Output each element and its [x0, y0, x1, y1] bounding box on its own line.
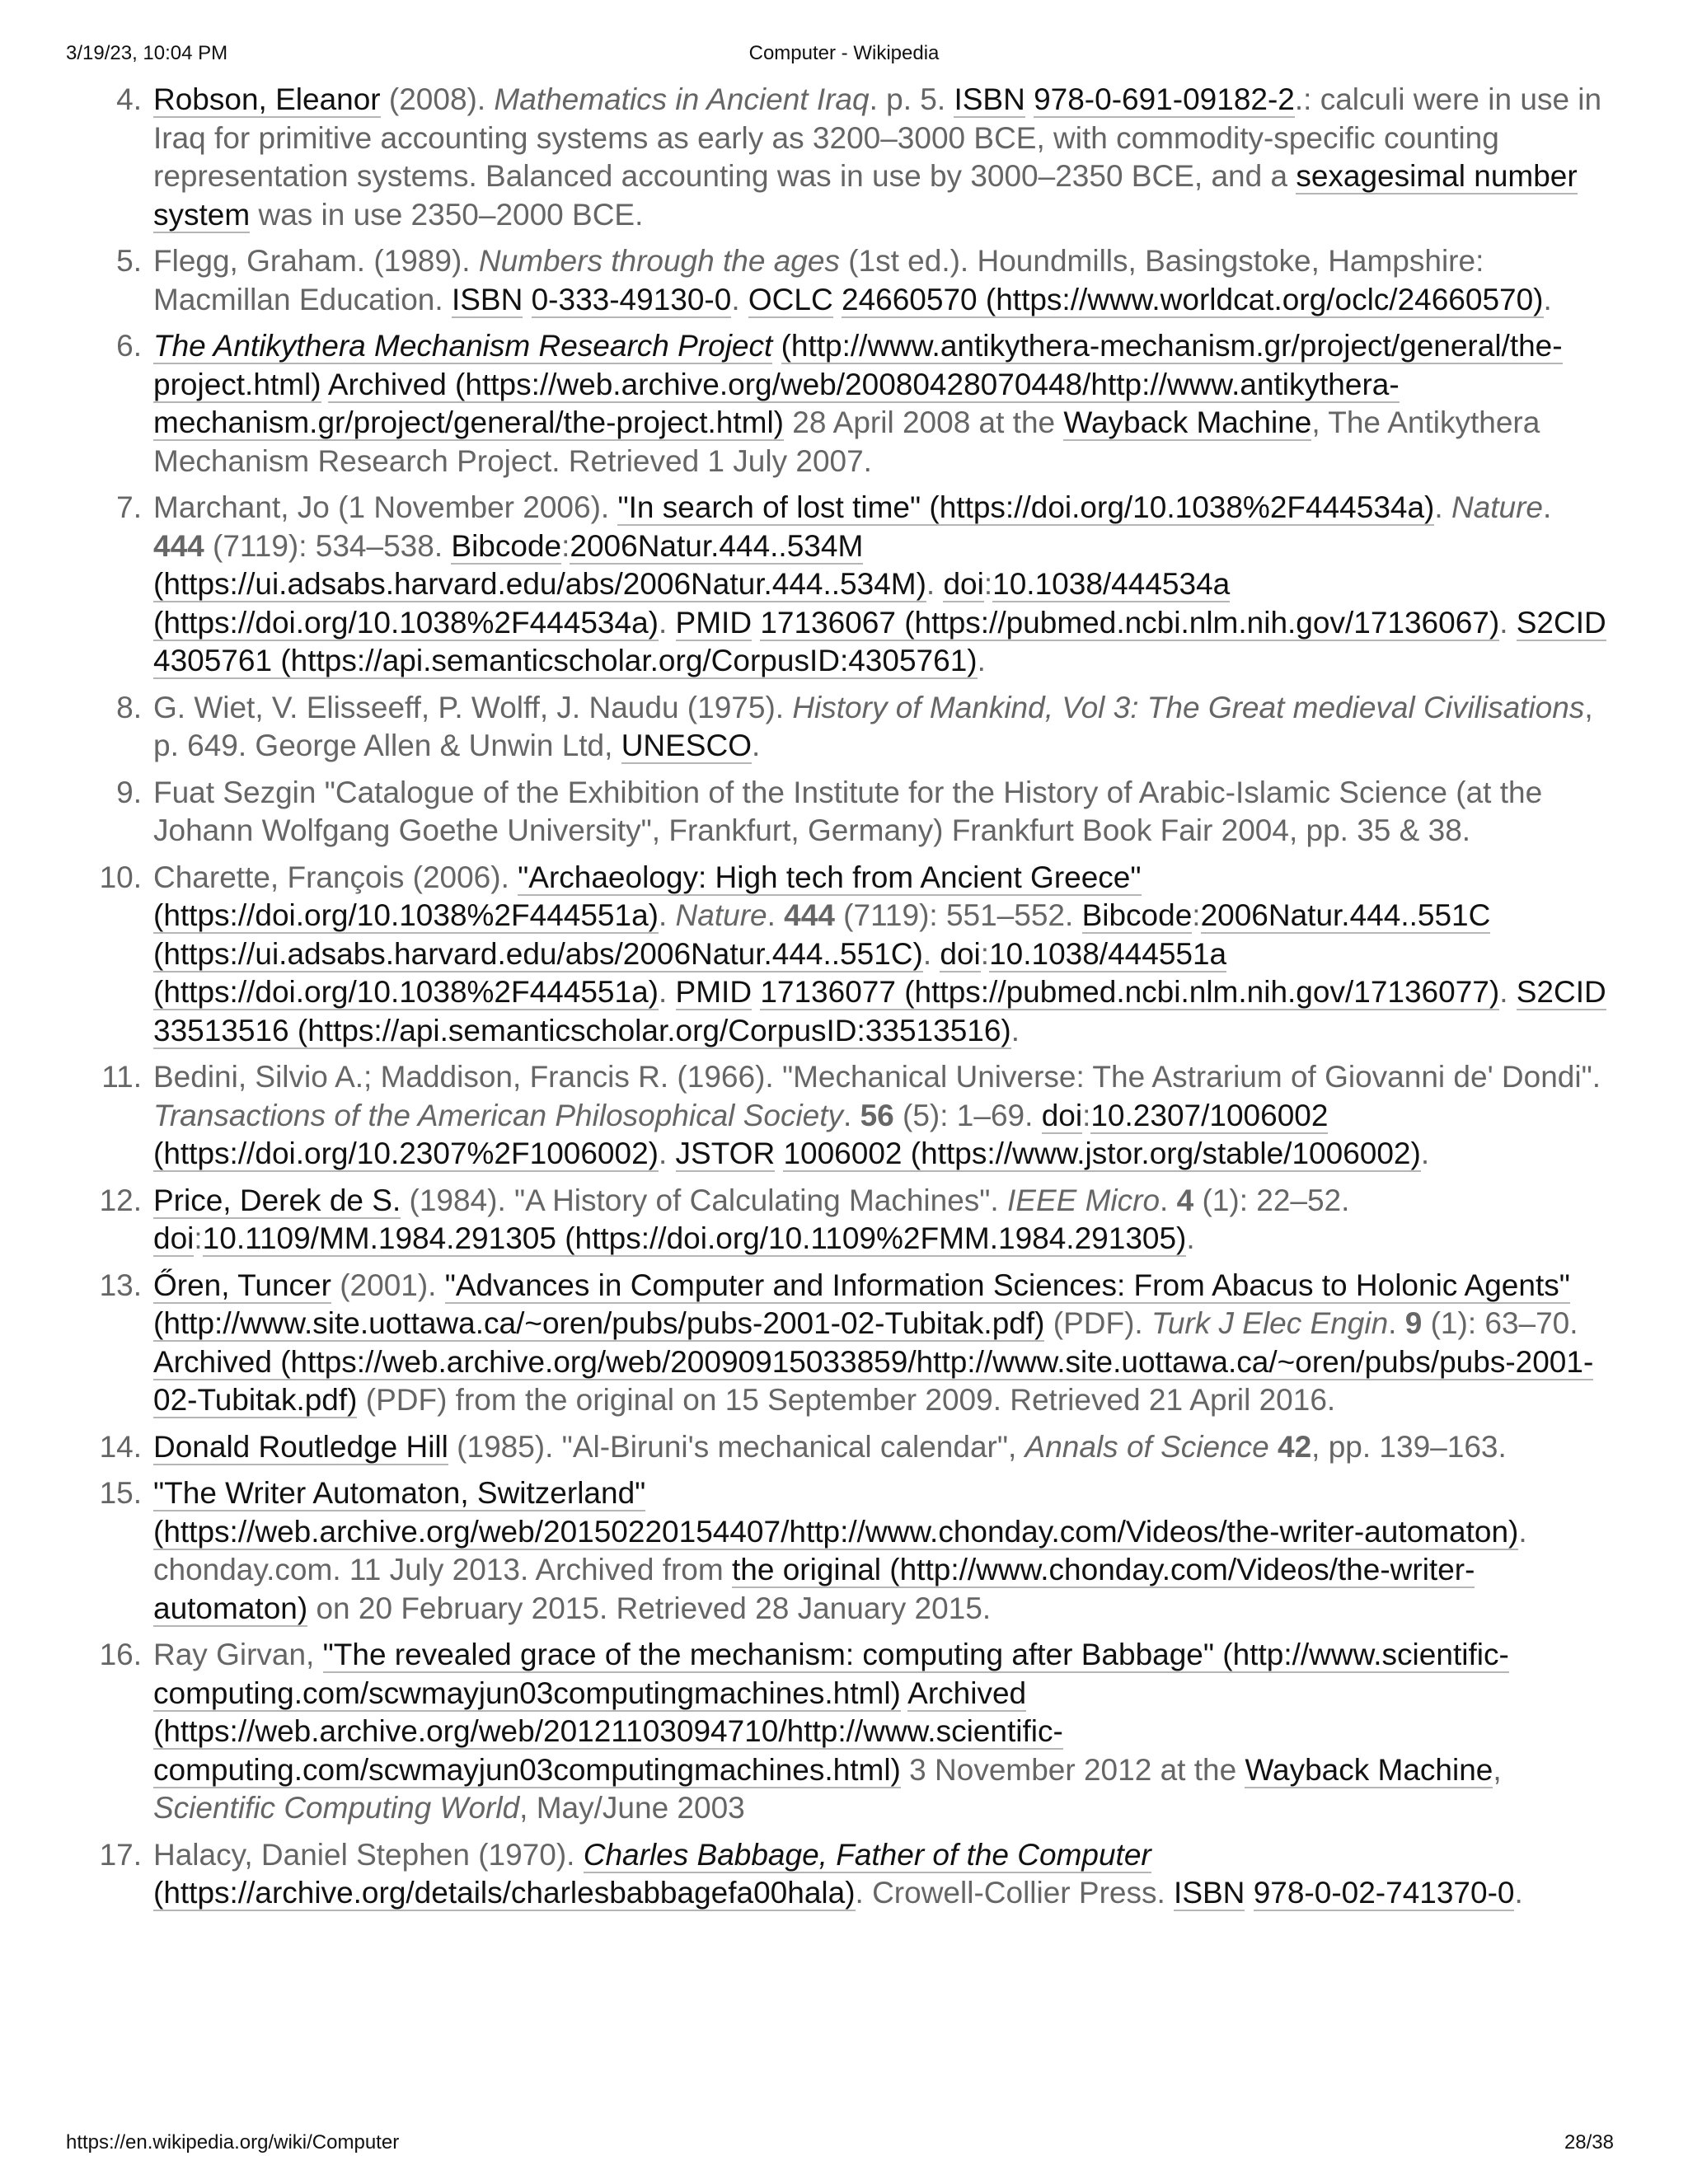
reference-text: . — [1543, 490, 1552, 524]
reference-item — [116, 489, 1607, 681]
reference-text: : — [561, 528, 570, 563]
reference-text: , pp. 139–163. — [1311, 1429, 1507, 1464]
reference-item — [116, 689, 1607, 766]
reference-text: . — [1420, 1137, 1430, 1170]
reference-link[interactable]: Wayback Machine — [1245, 1752, 1493, 1787]
reference-item — [116, 242, 1607, 319]
reference-number: 5. — [116, 244, 142, 278]
reference-number: 17. — [99, 1837, 142, 1872]
reference-text: (PDF). — [1044, 1306, 1151, 1340]
reference-text: . — [658, 898, 676, 932]
reference-text: (5): 1–69. — [893, 1098, 1042, 1132]
reference-link[interactable]: 0-333-49130-0 — [531, 282, 732, 316]
reference-text: , p. 649. George Allen & Unwin Ltd, — [153, 690, 1593, 762]
reference-link[interactable]: doi — [153, 1221, 195, 1255]
reference-link[interactable]: ISBN — [1174, 1876, 1245, 1910]
reference-text: . — [767, 898, 785, 932]
reference-text — [775, 1137, 783, 1170]
reference-text: . — [1514, 1876, 1523, 1910]
reference-italic-text: Transactions of the American Philosophical Society — [153, 1098, 844, 1132]
reference-link[interactable]: Bibcode — [451, 528, 562, 563]
reference-item — [99, 1636, 1607, 1828]
reference-volume: 42 — [1278, 1429, 1312, 1464]
reference-text: Marchant, Jo (1 November 2006). — [153, 490, 618, 524]
reference-volume: 444 — [784, 898, 835, 932]
reference-link[interactable]: Wayback Machine — [1063, 405, 1312, 439]
reference-link[interactable]: Donald Routledge Hill — [153, 1429, 448, 1464]
reference-text: . — [1499, 605, 1517, 640]
reference-item — [99, 1836, 1607, 1913]
reference-text: (1st ed.). Houndmills, Basingstoke, Hampshire: Macmillan Education. — [153, 244, 1484, 316]
reference-text: . — [926, 567, 944, 601]
reference-text: . — [922, 936, 940, 971]
reference-text: G. Wiet, V. Elisseeff, P. Wolff, J. Naudu (1975). — [153, 690, 793, 724]
reference-volume: 444 — [153, 528, 204, 563]
reference-italic-text: Numbers through the ages — [478, 244, 840, 278]
reference-text: . — [658, 1137, 676, 1170]
reference-link[interactable]: Archived (https://web.archive.org/web/20090915033859/http://www.site.uottawa.ca/~oren/pubs/pubs-2001-02-Tubitak.pdf) — [153, 1344, 1594, 1417]
reference-link[interactable]: "The Writer Automaton, Switzerland" (https://web.archive.org/web/20150220154407/http://www.chonday.com/Videos/the-writer-automaton) — [153, 1476, 1519, 1549]
reference-text: 28 April 2008 at the — [784, 405, 1064, 439]
page-url: https://en.wikipedia.org/wiki/Computer — [66, 2131, 400, 2154]
reference-link[interactable]: S2CID — [1516, 975, 1606, 1009]
reference-text: (PDF) from the original on 15 September 2009. Retrieved 21 April 2016. — [357, 1383, 1336, 1417]
reference-text: : — [983, 567, 993, 601]
reference-text: . — [1388, 1306, 1405, 1340]
reference-link[interactable]: doi — [940, 936, 981, 971]
reference-text: . chonday.com. 11 July 2013. Archived from — [153, 1514, 1527, 1586]
reference-number: 4. — [116, 82, 142, 116]
reference-text: , — [1493, 1752, 1502, 1787]
reference-italic-text: Scientific Computing World — [153, 1791, 520, 1825]
reference-link[interactable]: 10.1038/444551a (https://doi.org/10.1038%2F444551a) — [153, 936, 1227, 1009]
reference-text: Flegg, Graham. (1989). — [153, 244, 479, 278]
reference-link[interactable]: 33513516 (https://api.semanticscholar.org/CorpusID:33513516) — [153, 1013, 1011, 1047]
reference-text: . — [658, 605, 676, 640]
reference-number: 8. — [116, 690, 142, 724]
reference-volume: 56 — [860, 1098, 894, 1132]
reference-text — [752, 975, 760, 1009]
reference-link[interactable]: 978-0-691-09182-2 — [1034, 82, 1295, 116]
reference-number: 6. — [116, 329, 142, 363]
reference-item — [99, 1267, 1607, 1420]
reference-link[interactable]: 10.1109/MM.1984.291305 (https://doi.org/10.1109%2FMM.1984.291305) — [202, 1221, 1187, 1255]
reference-text: (1984). "A History of Calculating Machines". — [401, 1183, 1007, 1217]
reference-link[interactable]: 4305761 (https://api.semanticscholar.org/CorpusID:4305761) — [153, 644, 978, 677]
reference-text: 3 November 2012 at the — [900, 1752, 1245, 1787]
reference-text: : — [194, 1221, 203, 1255]
reference-volume: 4 — [1176, 1183, 1194, 1217]
reference-text: . — [977, 644, 986, 677]
reference-link[interactable]: ISBN — [954, 82, 1025, 116]
reference-italic-text: Mathematics in Ancient Iraq — [494, 82, 870, 116]
reference-link[interactable]: Archived (https://web.archive.org/web/20080428070448/http://www.antikythera-mechanism.gr/project/general/the-project.html) — [153, 367, 1400, 439]
reference-volume: 9 — [1404, 1306, 1423, 1340]
reference-link[interactable]: 2006Natur.444..551C (https://ui.adsabs.harvard.edu/abs/2006Natur.444..551C) — [153, 898, 1491, 971]
reference-text: was in use 2350–2000 BCE. — [250, 197, 644, 232]
reference-text: (2008). — [380, 82, 495, 116]
reference-link[interactable]: JSTOR — [675, 1137, 776, 1170]
reference-item — [99, 859, 1607, 1051]
print-datetime: 3/19/23, 10:04 PM — [66, 42, 228, 64]
reference-item — [116, 81, 1607, 234]
reference-link[interactable]: Bibcode — [1081, 898, 1193, 932]
reference-text: . — [731, 282, 748, 316]
reference-number: 14. — [99, 1429, 142, 1464]
reference-link[interactable]: 17136067 (https://pubmed.ncbi.nlm.nih.gov/17136067) — [760, 605, 1500, 640]
reference-link[interactable]: ISBN — [451, 282, 523, 316]
reference-italic-text: History of Mankind, Vol 3: The Great medieval Civilisations — [792, 690, 1585, 724]
reference-link[interactable]: 2006Natur.444..534M (https://ui.adsabs.harvard.edu/abs/2006Natur.444..534M) — [153, 528, 926, 601]
reference-text: . — [1160, 1183, 1177, 1217]
reference-link[interactable]: 978-0-02-741370-0 — [1253, 1876, 1515, 1910]
reference-item — [116, 774, 1607, 851]
reference-item — [116, 327, 1607, 480]
reference-link[interactable]: UNESCO — [621, 729, 752, 762]
reference-number: 15. — [99, 1476, 142, 1510]
reference-text — [1025, 82, 1034, 116]
reference-text — [752, 606, 760, 640]
reference-text: (1): 22–52. — [1193, 1183, 1350, 1217]
page-number: 28/38 — [1564, 2131, 1614, 2154]
reference-text — [833, 283, 842, 316]
reference-text — [772, 329, 781, 363]
reference-text: . p. 5. — [869, 82, 954, 116]
reference-item — [99, 1428, 1607, 1467]
reference-text: . — [1434, 490, 1451, 524]
reference-link[interactable]: Archived (https://web.archive.org/web/20121103094710/http://www.scientific-computing.com/scwmayjun03computingmachines.html) — [153, 1675, 1063, 1787]
reference-text: : — [1192, 898, 1201, 932]
reference-text: . — [1186, 1221, 1195, 1255]
reference-number: 10. — [99, 860, 142, 894]
reference-link[interactable]: Charles Babbage, Father of the Computer — [583, 1837, 1151, 1872]
reference-number: 16. — [99, 1638, 142, 1671]
reference-text — [1269, 1430, 1278, 1464]
reference-text: (7119): 534–538. — [204, 528, 452, 563]
reference-link[interactable]: OCLC — [748, 282, 833, 316]
reference-link[interactable]: PMID — [675, 605, 753, 640]
reference-link[interactable]: "Archaeology: High tech from Ancient Greece" (https://doi.org/10.1038%2F444551a) — [153, 860, 1142, 932]
reference-link[interactable]: doi — [1041, 1098, 1083, 1132]
reference-text: : — [1082, 1098, 1091, 1132]
reference-text: on 20 February 2015. Retrieved 28 January 2015. — [307, 1591, 992, 1625]
reference-italic-text: Turk J Elec Engin — [1151, 1306, 1389, 1340]
reference-text: (2001). — [331, 1268, 445, 1302]
reference-number: 7. — [116, 490, 142, 524]
reference-number: 9. — [116, 775, 142, 809]
reference-text: Fuat Sezgin "Catalogue of the Exhibition of the Institute for the History of Arabic-Islamic Science (at the Johann Wolfgang Goethe University", Frankfurt, Germany) Frankfurt Book Fair 2004, pp. 35 & 38. — [153, 775, 1543, 847]
reference-text: : — [980, 936, 990, 971]
reference-text: (1): 63–70. — [1422, 1306, 1578, 1340]
reference-number: 12. — [99, 1183, 142, 1217]
reference-text: Charette, François (2006). — [153, 860, 518, 894]
reference-text — [321, 368, 328, 401]
reference-text: . — [752, 729, 761, 762]
reference-link[interactable]: PMID — [675, 975, 753, 1009]
reference-link[interactable]: 10.2307/1006002 (https://doi.org/10.2307%2F1006002) — [153, 1098, 1329, 1170]
reference-text: (7119): 551–552. — [834, 898, 1082, 932]
reference-link[interactable]: the original (http://www.chonday.com/Videos/the-writer-automaton) — [153, 1553, 1475, 1625]
reference-text: Halacy, Daniel Stephen (1970). — [153, 1837, 584, 1872]
reference-text: . — [843, 1098, 860, 1132]
reference-italic-text: Annals of Science — [1025, 1429, 1269, 1464]
reference-number: 13. — [99, 1268, 142, 1302]
reference-text: Bedini, Silvio A.; Maddison, Francis R. (1966). "Mechanical Universe: The Astrarium of Giovanni de' Dondi". — [153, 1060, 1601, 1094]
reference-link[interactable]: sexagesimal number system — [153, 159, 1578, 232]
reference-text: . — [658, 975, 676, 1009]
reference-text — [1245, 1876, 1253, 1910]
reference-link[interactable]: 10.1038/444534a (https://doi.org/10.1038%2F444534a) — [153, 567, 1231, 640]
reference-text: , The Antikythera Mechanism Research Project. Retrieved 1 July 2007. — [153, 405, 1540, 478]
reference-list — [0, 81, 1688, 1921]
reference-item — [99, 1474, 1607, 1628]
reference-link[interactable]: Őren, Tuncer — [153, 1268, 331, 1302]
reference-link[interactable]: "In search of lost time" (https://doi.org/10.1038%2F444534a) — [617, 490, 1435, 524]
reference-link[interactable]: 17136077 (https://pubmed.ncbi.nlm.nih.gov/17136077) — [760, 975, 1500, 1009]
reference-link[interactable]: Robson, Eleanor — [153, 82, 381, 116]
reference-link[interactable]: The Antikythera Mechanism Research Project — [153, 329, 773, 363]
reference-text — [901, 1676, 907, 1710]
reference-text: . — [1543, 282, 1552, 316]
reference-text: (1985). "Al-Biruni's mechanical calendar", — [448, 1429, 1025, 1464]
reference-item — [101, 1058, 1607, 1174]
reference-number: 11. — [101, 1060, 142, 1094]
reference-link[interactable]: Price, Derek de S. — [153, 1183, 401, 1217]
reference-text: . — [1499, 975, 1517, 1009]
reference-link[interactable]: S2CID — [1516, 605, 1606, 640]
reference-link[interactable]: 24660570 (https://www.worldcat.org/oclc/24660570) — [842, 282, 1544, 316]
reference-link[interactable]: doi — [943, 567, 984, 601]
page-title: Computer - Wikipedia — [748, 42, 940, 64]
reference-text: , May/June 2003 — [519, 1791, 745, 1825]
reference-link[interactable]: "The revealed grace of the mechanism: computing after Babbage" (http://www.scientific-computing.com/scwmayjun03computingmachines.html) — [153, 1638, 1509, 1710]
reference-italic-text: IEEE Micro — [1007, 1183, 1160, 1217]
reference-text: Ray Girvan, — [153, 1638, 323, 1671]
reference-text: . — [1010, 1013, 1020, 1047]
reference-link[interactable]: (https://archive.org/details/charlesbabbagefa00hala) — [153, 1876, 856, 1910]
reference-text: . Crowell-Collier Press. — [855, 1876, 1175, 1910]
reference-italic-text: Nature — [1451, 490, 1543, 524]
reference-link[interactable]: 1006002 (https://www.jstor.org/stable/1006002) — [783, 1137, 1421, 1170]
reference-link[interactable]: (http://www.antikythera-mechanism.gr/project/general/the-project.html) — [153, 329, 1563, 401]
reference-italic-text: Nature — [675, 898, 767, 932]
reference-text: .: calculi were in use in Iraq for primitive accounting systems as early as 3200–3000 BCE, with commodity-specific counting representation systems. Balanced accounting was in use by 3000–2350 BCE, and a — [153, 82, 1602, 193]
reference-text — [523, 283, 531, 316]
reference-item — [99, 1182, 1607, 1258]
reference-link[interactable]: "Advances in Computer and Information Sciences: From Abacus to Holonic Agents" (http://www.site.uottawa.ca/~oren/pubs/pubs-2001-02-Tubitak.pdf) — [153, 1268, 1570, 1340]
